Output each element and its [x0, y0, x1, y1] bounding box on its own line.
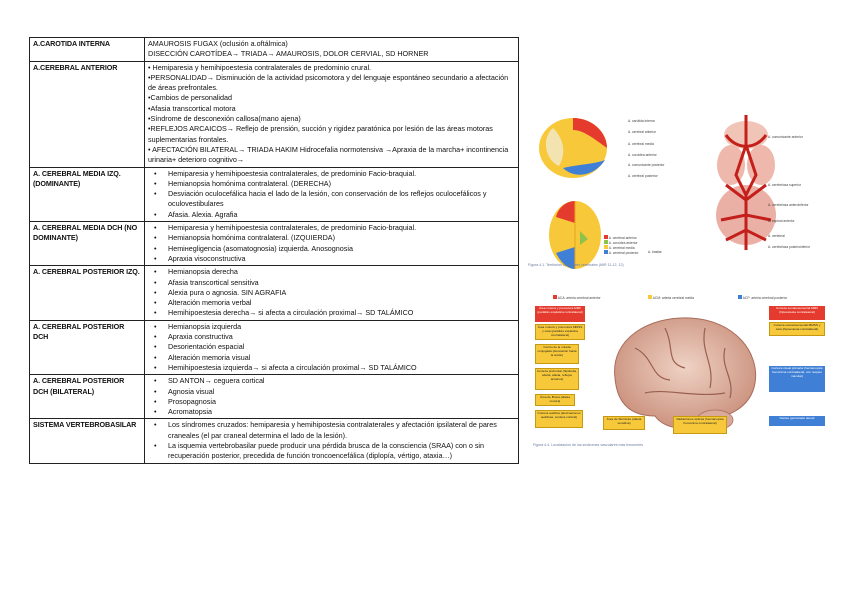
artery-label: A. cerebelosa superior	[768, 183, 801, 187]
artery-label: A. basilar	[648, 250, 662, 254]
row-line: • Alteración memoria visual	[148, 353, 515, 363]
row-line: • Hemihipoestesia izquierda→ si afecta a circulación proximal→ SD TALÁMICO	[148, 363, 515, 373]
row-line: •REFLEJOS ARCAICOS→ Reflejo de prensión, succión y rigidez paratónica por lesión de las áreas motoras suplementarias frontales.	[148, 124, 493, 144]
row-key: A. CEREBRAL MEDIA DCH (NO DOMINANTE)	[30, 222, 145, 266]
row-line: • Hemiparesia y hemihipoestesia contralaterales, de predominio Facio-braquial.	[148, 169, 515, 179]
row-line: • Alexia pura o agnosia. SIN AGRAFIA	[148, 288, 515, 298]
artery-label: A. comunicante anterior	[768, 135, 803, 139]
row-line: •Síndrome de desconexión callosa(mano ajena)	[148, 114, 301, 124]
row-key: A. CEREBRAL POSTERIOR IZQ.	[30, 266, 145, 320]
artery-label: A. carótida interna	[628, 119, 655, 123]
row-line: • Apraxia visoconstructiva	[148, 254, 515, 264]
row-key: SISTEMA VERTEBROBASILAR	[30, 419, 145, 463]
row-content	[145, 320, 519, 374]
row-line: • Hemianopsia izquierda	[148, 322, 515, 332]
syndrome-box-r2: Corteza somatosensorial MMII (hipoestesia contralateral)	[769, 306, 825, 320]
territory-legend	[604, 235, 638, 255]
row-line: • Afasia transcortical sensitiva	[148, 278, 515, 288]
legend-acm: ACM: arteria cerebral media	[652, 296, 694, 300]
table-row	[30, 222, 519, 266]
row-content	[145, 38, 519, 62]
syndrome-box-b1: Corteza visual primaria (hemianopsia homónima contralateral, con respeto macular)	[769, 366, 825, 392]
row-line: AMAUROSIS FUGAX (oclusión a.oftálmica)	[148, 39, 288, 48]
row-line: • Agnosia visual	[148, 387, 515, 397]
row-line: • SD ANTON→ ceguera cortical	[148, 376, 515, 386]
row-content	[145, 167, 519, 221]
artery-label: A. cerebral anterior	[628, 130, 657, 134]
syndrome-box-b2: Núcleo geniculado lateral	[769, 416, 825, 426]
row-line: • AFECTACIÓN BILATERAL→ TRIADA HAKIM Hidrocefalia normotensiva →Apraxia de la marcha+ incontinencia urinaria+ deterioro cognitivo→	[148, 144, 509, 165]
artery-label: A. comunicante posterior	[628, 163, 665, 167]
syndrome-box-y8: Corteza somatosensorial MMSS y cara (hipoestesia contralateral)	[769, 322, 825, 336]
row-line: DISECCIÓN CAROTÍDEA→ TRIADA→ AMAUROSIS, DOLOR CERVIAL, SD HORNER	[148, 49, 429, 59]
row-line: • Hemianopsia derecha	[148, 267, 515, 277]
artery-label: A. cerebral media	[628, 142, 654, 146]
row-line: • Hemiparesia y hemihipoestesia contralaterales, de predominio Facio-braquial.	[148, 223, 515, 233]
table-row	[30, 375, 519, 419]
table-row	[30, 266, 519, 320]
artery-label: A. vertebral	[768, 234, 785, 238]
row-line: • Hemianopsia homónima contralateral. (IZQUIERDA)	[148, 233, 515, 243]
circle-of-willis-icon	[696, 105, 796, 255]
row-content	[145, 222, 519, 266]
figure-vascular-territories	[528, 103, 828, 273]
legend-anterior: A. cerebral anterior	[608, 236, 637, 240]
syndrome-box-y7: Radiaciones ópticas (hemianopsia homónima contralateral)	[673, 416, 727, 434]
row-content	[145, 375, 519, 419]
row-key: A.CEREBRAL ANTERIOR	[30, 61, 145, 167]
artery-label: A. cerebral posterior	[628, 174, 658, 178]
row-key: A. CEREBRAL POSTERIOR DCH (BILATERAL)	[30, 375, 145, 419]
row-line: • Apraxia constructiva	[148, 332, 515, 342]
row-line: •Cambios de personalidad	[148, 93, 233, 103]
syndrome-box-y2: Centro de la mirada conjugada (desviación hacia la lesión)	[535, 344, 579, 364]
syndrome-box-y1: Área motora y premotora MMSS y cara (parálisis espástica contralateral)	[535, 324, 585, 340]
fig2-legend	[553, 294, 823, 302]
row-line: • Hemінegligencia (asomatognosia) izquierda. Anosognosia	[148, 244, 515, 254]
row-line: • Desviación oculocefálica hacia el lado de la lesión, con conservación de los reflejos oculocefálicos y oculovestibulares	[148, 189, 515, 210]
row-line: • Desorientación espacial	[148, 342, 515, 352]
row-line: •Afasia transcortical motora	[148, 103, 236, 113]
artery-label: A. coroidea anterior	[628, 153, 657, 157]
syndrome-box-y5: Corteza auditiva (alucinaciones auditivas, sordera cortical)	[535, 410, 583, 428]
figure-syndrome-localization	[533, 294, 829, 454]
row-content	[145, 419, 519, 463]
row-line: • La isquemia vertebrobasilar puede producir una pérdida brusca de la consciencia (SRAA) con o sin recuperación posterior, precedida de función troncoencefálica (diplopía, vértigo, ataxia…)	[148, 441, 515, 462]
artery-label: A. cerebelosa posteroinferior	[768, 245, 811, 249]
row-line: • Alteración memoria verbal	[148, 298, 515, 308]
table-row	[30, 61, 519, 167]
syndromes-table	[29, 37, 519, 464]
syndrome-box-r1: Área motora y premotora MMII (parálisis espástica contralateral)	[535, 306, 585, 322]
row-key: A. CEREBRAL POSTERIOR DCH	[30, 320, 145, 374]
row-key: A.CAROTIDA INTERNA	[30, 38, 145, 62]
syndrome-box-y4: Área de Broca (afasia motora)	[535, 394, 575, 406]
legend-coroidea: A. coroidea anterior	[608, 241, 638, 245]
artery-label: A. cerebelosa anteroinferior	[768, 203, 809, 207]
table-row	[30, 38, 519, 62]
syndrome-box-y6: Área de Wernicke (afasia sensitiva)	[603, 416, 645, 430]
table-row	[30, 419, 519, 463]
row-content	[145, 61, 519, 167]
figure2-caption: Figura 4.4. Localización de los síndromes vasculares más frecuentes	[533, 443, 644, 447]
table-row	[30, 167, 519, 221]
row-line: • Hemianopsia homónima contralateral. (DERECHA)	[148, 179, 515, 189]
row-line: • Prosopagnosia	[148, 397, 515, 407]
row-line: • Acromatopsia	[148, 407, 515, 417]
row-line: • Hemiparesia y hemihipoestesia contralaterales de predominio crural.	[148, 62, 372, 72]
table-row	[30, 320, 519, 374]
row-line: • Los síndromes cruzados: hemiparesia y hemihipostesia contralaterales y afectación ipsilateral de pares craneales (el par craneal determina el lado de la lesión).	[148, 420, 515, 441]
brain-territory-lateral-icon	[533, 108, 613, 188]
row-line: •PERSONALIDAD→ Disminución de la actividad psicomotora y del lenguaje espontáneo secundario a afectación de áreas prefrontales.	[148, 72, 509, 93]
syndrome-box-y3: Corteza prefrontal (hipobulia, abulia, afasia, reflejos arcaicos)	[535, 368, 579, 390]
figure1-caption: Figura 4.1. Territorios vasculares cerebrales (MIR 11-12, 12)	[528, 263, 624, 267]
legend-media: A. cerebral media	[608, 246, 635, 250]
legend-aca: ACA: arteria cerebral anterior	[557, 296, 601, 300]
row-line: • Afasia. Alexia. Agrafia	[148, 210, 515, 220]
row-line: • Hemihipoestesia derecha→ si afecta a circulación proximal→ SD TALÁMICO	[148, 308, 515, 318]
legend-acp: ACP: arteria cerebral posterior	[742, 296, 788, 300]
row-key: A. CEREBRAL MEDIA IZQ. (DOMINANTE)	[30, 167, 145, 221]
row-content	[145, 266, 519, 320]
artery-label: A. espinal anterior	[768, 219, 795, 223]
legend-posterior: A. cerebral posterior	[608, 251, 639, 255]
